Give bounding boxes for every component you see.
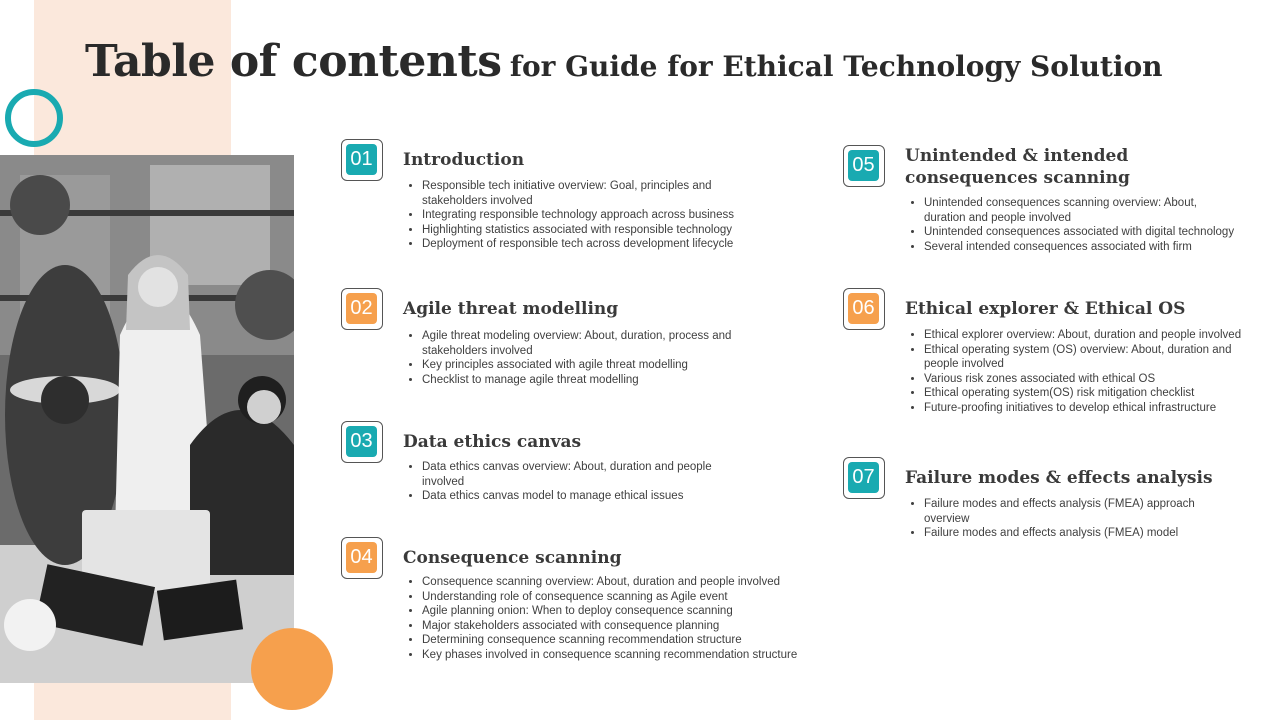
decorative-orange-circle [251, 628, 333, 710]
badge-number: 01 [346, 144, 377, 175]
number-badge [341, 537, 383, 579]
badge-number: 02 [346, 293, 377, 324]
bullet-item: • Data ethics canvas overview: About, duration and people involved [422, 460, 722, 489]
section-title-line: consequences scanning [905, 168, 1130, 188]
title-subtitle: for Guide for Ethical Technology Solution [509, 50, 1163, 83]
bullet-item: • Ethical operating system(OS) risk mitigation checklist [924, 386, 1244, 401]
section-title: Agile threat modelling [403, 299, 619, 319]
bullet-item: • Integrating responsible technology approach across business [422, 208, 772, 223]
bullet-item: • Key phases involved in consequence scanning recommendation structure [422, 648, 862, 663]
badge-number: 04 [346, 542, 377, 573]
section-title [905, 145, 1130, 189]
bullet-item: • Failure modes and effects analysis (FMEA) model [924, 526, 1224, 541]
section-title-line: Unintended & intended [905, 146, 1129, 166]
bullet-item: • Major stakeholders associated with consequence planning [422, 619, 862, 634]
bullet-list [403, 460, 722, 504]
section-title: Introduction [403, 150, 525, 170]
bullet-item: • Responsible tech initiative overview: Goal, principles and stakeholders involved [422, 179, 772, 208]
bullet-item: • Understanding role of consequence scanning as Agile event [422, 590, 862, 605]
title-main: Table of contents [85, 36, 502, 87]
badge-number: 07 [848, 462, 879, 493]
badge-number: 05 [848, 150, 879, 181]
bullet-item: • Future-proofing initiatives to develop ethical infrastructure [924, 401, 1244, 416]
number-badge [341, 421, 383, 463]
bullet-item: • Highlighting statistics associated with responsible technology [422, 223, 772, 238]
bullet-list [905, 196, 1239, 254]
bullet-item: • Consequence scanning overview: About, duration and people involved [422, 575, 862, 590]
badge-number: 03 [346, 426, 377, 457]
decorative-ring [5, 89, 63, 147]
bullet-list [905, 328, 1244, 415]
section-title: Ethical explorer & Ethical OS [905, 299, 1186, 319]
bullet-list [905, 497, 1224, 541]
bullet-item: • Ethical explorer overview: About, duration and people involved [924, 328, 1244, 343]
bullet-item: • Various risk zones associated with ethical OS [924, 372, 1244, 387]
badge-number: 06 [848, 293, 879, 324]
page-title [85, 36, 1163, 87]
number-badge [843, 288, 885, 330]
bullet-list [403, 179, 772, 252]
bullet-item: • Data ethics canvas model to manage ethical issues [422, 489, 722, 504]
bullet-item: • Determining consequence scanning recommendation structure [422, 633, 862, 648]
bullet-item: • Several intended consequences associated with firm [924, 240, 1239, 255]
team-photo [0, 155, 294, 683]
section-title: Data ethics canvas [403, 432, 582, 452]
number-badge [843, 457, 885, 499]
bullet-item: • Agile threat modeling overview: About, duration, process and stakeholders involved [422, 329, 772, 358]
bullet-item: • Deployment of responsible tech across development lifecycle [422, 237, 772, 252]
section-title: Consequence scanning [403, 548, 622, 568]
bullet-item: • Key principles associated with agile threat modelling [422, 358, 772, 373]
bullet-item: • Unintended consequences scanning overview: About, duration and people involved [924, 196, 1239, 225]
bullet-item: • Agile planning onion: When to deploy consequence scanning [422, 604, 862, 619]
number-badge [341, 288, 383, 330]
section-title: Failure modes & effects analysis [905, 468, 1213, 488]
bullet-list [403, 575, 862, 662]
bullet-item: • Failure modes and effects analysis (FMEA) approach overview [924, 497, 1224, 526]
bullet-item: • Checklist to manage agile threat modelling [422, 373, 772, 388]
bullet-item: • Ethical operating system (OS) overview: About, duration and people involved [924, 343, 1244, 372]
bullet-item: • Unintended consequences associated with digital technology [924, 225, 1239, 240]
number-badge [341, 139, 383, 181]
bullet-list [403, 329, 772, 387]
number-badge [843, 145, 885, 187]
